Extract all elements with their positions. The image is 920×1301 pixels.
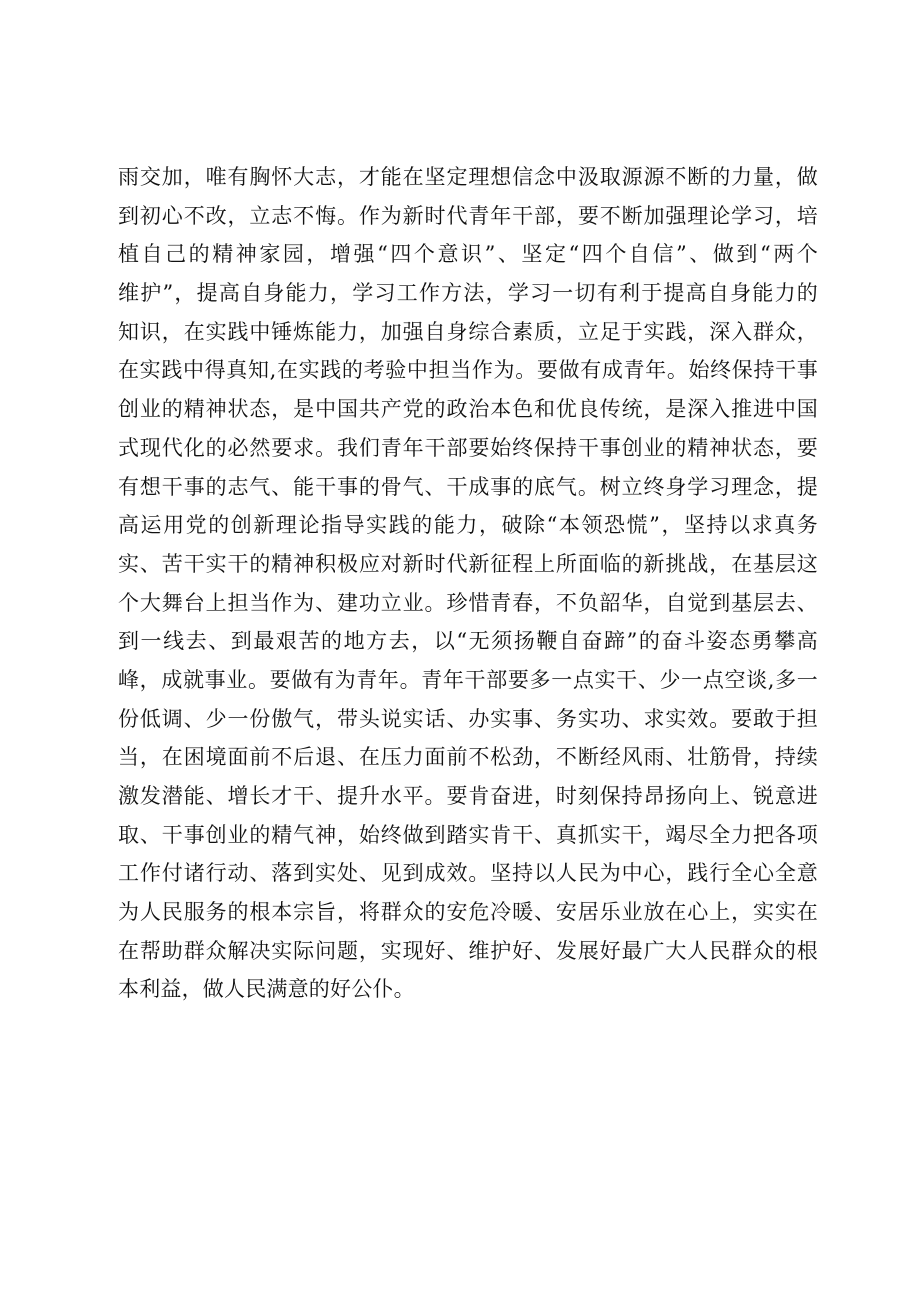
- text-line: 在实践中得真知,在实践的考验中担当作为。要做有成青年。始终保持干事: [118, 358, 818, 383]
- text-line: 激发潜能、增长才干、提升水平。要肯奋进，时刻保持昂扬向上、锐意进: [118, 784, 818, 808]
- text-line: 峰，成就事业。要做有为青年。青年干部要多一点实干、少一点空谈,多一: [118, 667, 818, 692]
- text-line: 有想干事的志气、能干事的骨气、干成事的底气。树立终身学习理念，提: [118, 474, 818, 499]
- body-paragraph: [118, 158, 818, 1009]
- text-line: 取、干事创业的精气神，始终做到踏实肯干、真抓实干，竭尽全力把各项: [118, 822, 818, 847]
- text-line: 雨交加，唯有胸怀大志，才能在坚定理想信念中汲取源源不断的力量，做: [118, 165, 818, 189]
- text-line: 维护”，提高自身能力，学习工作方法，学习一切有利于提高自身能力的: [118, 281, 818, 306]
- text-line: 当，在困境面前不后退、在压力面前不松劲，不断经风雨、壮筋骨，持续: [118, 745, 818, 770]
- text-line: 到一线去、到最艰苦的地方去，以“无须扬鞭自奋蹄”的奋斗姿态勇攀高: [118, 629, 818, 654]
- text-line: 工作付诸行动、落到实处、见到成效。坚持以人民为中心，践行全心全意: [118, 861, 818, 886]
- text-line: 实、苦干实干的精神积极应对新时代新征程上所面临的新挑战，在基层这: [118, 551, 818, 576]
- text-line: 植自己的精神家园，增强“四个意识”、坚定“四个自信”、做到“两个: [118, 242, 818, 267]
- text-line: 知识，在实践中锤炼能力，加强自身综合素质，立足于实践，深入群众，: [118, 319, 818, 344]
- text-line: 个大舞台上担当作为、建功立业。珍惜青春，不负韶华，自觉到基层去、: [118, 590, 818, 615]
- text-line: 到初心不改，立志不悔。作为新时代青年干部，要不断加强理论学习，培: [118, 203, 818, 228]
- text-line: 在帮助群众解决实际问题，实现好、维护好、发展好最广大人民群众的根: [118, 938, 818, 963]
- text-line: 创业的精神状态，是中国共产党的政治本色和优良传统，是深入推进中国: [118, 397, 818, 422]
- text-line: 份低调、少一份傲气，带头说实话、办实事、务实功、求实效。要敢于担: [118, 706, 818, 731]
- text-line: 为人民服务的根本宗旨，将群众的安危冷暖、安居乐业放在心上，实实在: [118, 900, 818, 925]
- text-line: 高运用党的创新理论指导实践的能力，破除“本领恐慌”，坚持以求真务: [118, 513, 818, 538]
- text-line: 式现代化的必然要求。我们青年干部要始终保持干事创业的精神状态，要: [118, 435, 818, 460]
- text-line-last: 本利益，做人民满意的好公仆。: [118, 977, 415, 1002]
